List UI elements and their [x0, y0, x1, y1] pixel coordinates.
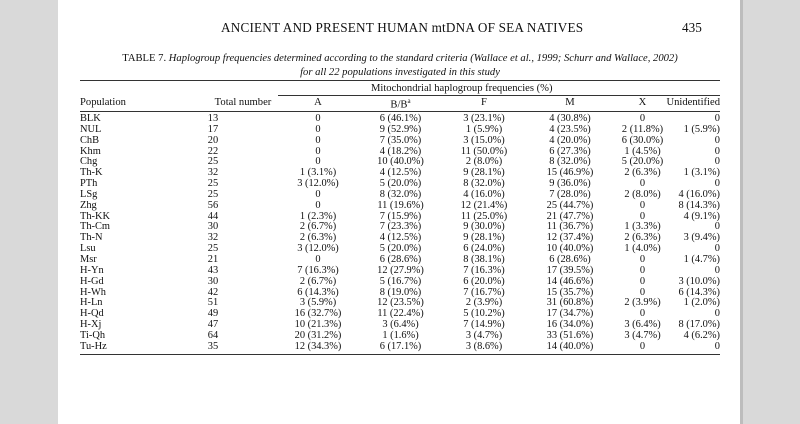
cell-bb: 5 (20.0%)	[379, 243, 422, 255]
caption-line-1	[80, 52, 720, 66]
col-header-population: Population	[80, 97, 126, 108]
cell-total: 17	[207, 123, 219, 135]
cell-total: 51	[207, 297, 219, 309]
cell-f: 4 (16.0%)	[463, 188, 505, 200]
cell-unidentified: 0	[714, 178, 720, 190]
cell-unidentified: 3 (9.4%)	[683, 232, 720, 244]
cell-total: 44	[207, 210, 219, 222]
cell-m: 4 (20.0%)	[549, 134, 591, 146]
cell-a: 0	[315, 123, 321, 135]
cell-bb: 7 (35.0%)	[379, 134, 422, 146]
cell-population: ChB	[80, 134, 100, 146]
cell-total: 56	[207, 199, 219, 211]
cell-a: 0	[315, 253, 321, 265]
cell-f: 2 (8.0%)	[465, 156, 503, 168]
cell-unidentified: 8 (14.3%)	[678, 199, 720, 211]
cell-m: 11 (36.7%)	[546, 221, 594, 233]
cell-population: Ti-Qh	[80, 329, 106, 341]
cell-x: 1 (4.0%)	[624, 243, 661, 255]
cell-population: H-Wh	[80, 286, 106, 298]
cell-a: 0	[315, 199, 321, 211]
cell-x: 2 (3.9%)	[624, 297, 661, 309]
cell-total: 42	[207, 286, 219, 298]
cell-x: 0	[639, 286, 646, 298]
cell-x: 0	[639, 275, 646, 287]
cell-m: 6 (27.3%)	[549, 145, 591, 157]
cell-unidentified: 0	[714, 134, 720, 146]
cell-x: 0	[639, 113, 646, 124]
cell-f: 7 (16.7%)	[463, 286, 505, 298]
cell-f: 3 (23.1%)	[463, 113, 505, 124]
cell-x: 1 (3.3%)	[624, 221, 661, 233]
cell-population: H-Yn	[80, 264, 104, 276]
cell-a: 20 (31.2%)	[294, 329, 342, 341]
cell-x: 0	[639, 308, 646, 320]
cell-x: 2 (11.8%)	[621, 123, 664, 135]
cell-x: 0	[639, 178, 646, 190]
cell-m: 9 (36.0%)	[549, 178, 591, 190]
col-header-bb-sup: a	[407, 97, 411, 105]
col-header-x: X	[638, 97, 647, 108]
cell-m: 16 (34.0%)	[546, 319, 594, 331]
table-row	[80, 136, 720, 147]
cell-a: 1 (2.3%)	[299, 210, 337, 222]
cell-bb: 4 (12.5%)	[379, 232, 422, 244]
cell-population: BLK	[80, 113, 101, 124]
cell-f: 12 (21.4%)	[460, 199, 508, 211]
cell-unidentified: 0	[714, 264, 720, 276]
cell-bb: 12 (23.5%)	[377, 297, 424, 309]
table-caption	[80, 52, 720, 79]
cell-population: Chg	[80, 156, 98, 168]
header-bottom-rule	[80, 111, 720, 112]
cell-m: 6 (28.6%)	[549, 253, 591, 265]
cell-m: 17 (39.5%)	[546, 264, 594, 276]
cell-x: 0	[639, 210, 646, 222]
cell-f: 8 (32.0%)	[463, 178, 505, 190]
cell-a: 2 (6.7%)	[299, 221, 337, 233]
cell-f: 7 (14.9%)	[463, 319, 505, 331]
cell-a: 0	[315, 113, 321, 124]
cell-f: 5 (10.2%)	[463, 308, 505, 320]
page-number: 435	[682, 20, 702, 35]
cell-a: 3 (5.9%)	[299, 297, 337, 309]
cell-a: 0	[315, 134, 321, 146]
cell-bb: 1 (1.6%)	[382, 329, 419, 341]
cell-bb: 4 (18.2%)	[379, 145, 422, 157]
cell-total: 32	[207, 232, 219, 244]
cell-f: 3 (4.7%)	[465, 329, 503, 341]
table-row	[80, 201, 720, 212]
cell-population: Msr	[80, 253, 97, 265]
cell-bb: 7 (15.9%)	[379, 210, 422, 222]
cell-total: 13	[207, 113, 219, 124]
cell-unidentified: 6 (14.3%)	[678, 286, 720, 298]
cell-a: 10 (21.3%)	[294, 319, 342, 331]
group-header-rule	[278, 95, 720, 96]
cell-bb: 11 (19.6%)	[377, 199, 424, 211]
cell-bb: 5 (16.7%)	[379, 275, 422, 287]
cell-total: 21	[207, 253, 219, 265]
caption-text-1: Haplogroup frequencies determined according to the standard criteria (Wallace et al., 1999; Schurr and Wallace, 2002)	[168, 53, 678, 64]
cell-bb: 11 (22.4%)	[377, 308, 424, 320]
cell-a: 2 (6.3%)	[299, 232, 337, 244]
cell-m: 31 (60.8%)	[546, 297, 594, 309]
cell-bb: 9 (52.9%)	[379, 123, 422, 135]
cell-f: 3 (15.0%)	[463, 134, 505, 146]
cell-population: H-Ln	[80, 297, 103, 309]
cell-total: 47	[207, 319, 219, 331]
cell-x: 0	[639, 253, 646, 265]
cell-bb: 4 (12.5%)	[379, 167, 422, 179]
cell-m: 10 (40.0%)	[546, 243, 594, 255]
cell-m: 4 (30.8%)	[549, 113, 591, 124]
cell-a: 0	[315, 156, 321, 168]
col-header-m: M	[565, 97, 575, 108]
table-top-rule	[80, 80, 720, 81]
cell-unidentified: 0	[714, 221, 720, 233]
cell-total: 30	[207, 275, 219, 287]
cell-population: Lsu	[80, 243, 96, 255]
table-body	[80, 114, 720, 353]
cell-unidentified: 4 (6.2%)	[683, 329, 720, 341]
cell-m: 12 (37.4%)	[546, 232, 594, 244]
cell-unidentified: 0	[714, 340, 720, 352]
cell-total: 25	[207, 243, 219, 255]
table-row	[80, 277, 720, 288]
cell-bb: 5 (20.0%)	[379, 178, 422, 190]
cell-unidentified: 3 (10.0%)	[678, 275, 720, 287]
cell-bb: 7 (23.3%)	[379, 221, 422, 233]
cell-population: Th-Cm	[80, 221, 111, 233]
cell-population: H-Xj	[80, 319, 102, 331]
cell-m: 33 (51.6%)	[546, 329, 594, 341]
cell-total: 30	[207, 221, 219, 233]
cell-a: 3 (12.0%)	[297, 243, 339, 255]
cell-f: 9 (28.1%)	[463, 167, 505, 179]
col-header-bb-text: B/B	[390, 99, 408, 111]
cell-population: Th-K	[80, 167, 103, 179]
cell-f: 11 (25.0%)	[460, 210, 508, 222]
table-label: TABLE 7.	[122, 53, 167, 64]
cell-bb: 6 (46.1%)	[379, 113, 422, 124]
cell-unidentified: 4 (16.0%)	[678, 188, 720, 200]
col-header-unidentified: Unidentified	[666, 97, 720, 108]
cell-population: Zhg	[80, 199, 97, 211]
cell-f: 6 (24.0%)	[463, 243, 505, 255]
cell-population: Khm	[80, 145, 101, 157]
cell-bb: 8 (32.0%)	[379, 188, 422, 200]
cell-total: 20	[207, 134, 219, 146]
caption-line-2: for all 22 populations investigated in this study	[300, 66, 500, 78]
cell-f: 9 (28.1%)	[463, 232, 505, 244]
cell-m: 14 (46.6%)	[546, 275, 594, 287]
cell-population: Th-KK	[80, 210, 111, 222]
cell-m: 21 (47.7%)	[546, 210, 594, 222]
cell-x: 2 (6.3%)	[624, 232, 661, 244]
cell-x: 5 (20.0%)	[621, 156, 664, 168]
cell-population: Th-N	[80, 232, 103, 244]
cell-total: 49	[207, 308, 219, 320]
cell-a: 2 (6.7%)	[299, 275, 337, 287]
cell-x: 6 (30.0%)	[621, 134, 664, 146]
cell-total: 25	[207, 178, 219, 190]
cell-a: 1 (3.1%)	[299, 167, 337, 179]
cell-population: PTh	[80, 178, 98, 190]
cell-m: 25 (44.7%)	[546, 199, 594, 211]
cell-a: 12 (34.3%)	[294, 340, 342, 352]
cell-m: 4 (23.5%)	[549, 123, 591, 135]
cell-total: 25	[207, 188, 219, 200]
cell-unidentified: 1 (4.7%)	[683, 253, 720, 265]
running-title: ANCIENT AND PRESENT HUMAN mtDNA OF SEA NATIVES	[221, 20, 584, 35]
cell-unidentified: 0	[714, 243, 720, 255]
cell-a: 0	[315, 188, 321, 200]
cell-f: 7 (16.3%)	[463, 264, 505, 276]
cell-bb: 6 (28.6%)	[379, 253, 422, 265]
group-header: Mitochondrial haplogroup frequencies (%)	[371, 83, 553, 94]
cell-unidentified: 1 (2.0%)	[683, 297, 720, 309]
cell-unidentified: 8 (17.0%)	[678, 319, 720, 331]
cell-x: 3 (6.4%)	[624, 319, 661, 331]
cell-a: 16 (32.7%)	[294, 308, 342, 320]
page-shadow	[740, 0, 743, 424]
cell-m: 17 (34.7%)	[546, 308, 594, 320]
cell-f: 3 (8.6%)	[465, 340, 503, 352]
running-header	[58, 20, 740, 38]
cell-f: 1 (5.9%)	[465, 123, 503, 135]
cell-f: 8 (38.1%)	[463, 253, 505, 265]
cell-bb: 6 (17.1%)	[379, 340, 422, 352]
haplogroup-table	[80, 114, 720, 353]
cell-bb: 3 (6.4%)	[382, 319, 419, 331]
cell-a: 3 (12.0%)	[297, 178, 339, 190]
cell-x: 0	[639, 340, 646, 352]
cell-m: 14 (40.0%)	[546, 340, 594, 352]
document-page	[58, 0, 740, 424]
cell-m: 7 (28.0%)	[549, 188, 591, 200]
table-bottom-rule	[80, 354, 720, 355]
cell-bb: 10 (40.0%)	[377, 156, 424, 168]
cell-unidentified: 1 (5.9%)	[683, 123, 720, 135]
cell-unidentified: 1 (3.1%)	[683, 167, 720, 179]
cell-m: 15 (46.9%)	[546, 167, 594, 179]
cell-total: 64	[207, 329, 219, 341]
cell-unidentified: 0	[714, 113, 720, 124]
cell-f: 2 (3.9%)	[465, 297, 503, 309]
cell-unidentified: 0	[714, 308, 720, 320]
cell-m: 15 (35.7%)	[546, 286, 594, 298]
cell-a: 6 (14.3%)	[297, 286, 339, 298]
cell-x: 2 (8.0%)	[624, 188, 661, 200]
cell-population: NUL	[80, 123, 102, 135]
cell-x: 1 (4.5%)	[624, 145, 661, 157]
col-header-total: Total number	[214, 97, 272, 108]
cell-x: 2 (6.3%)	[624, 167, 661, 179]
cell-total: 32	[207, 167, 219, 179]
cell-population: H-Qd	[80, 308, 104, 320]
cell-f: 11 (50.0%)	[460, 145, 508, 157]
cell-population: Tu-Hz	[80, 340, 107, 352]
cell-x: 0	[639, 199, 646, 211]
cell-total: 22	[207, 145, 219, 157]
cell-f: 9 (30.0%)	[463, 221, 505, 233]
col-header-a: A	[314, 97, 322, 108]
col-header-f: F	[481, 97, 487, 108]
cell-population: H-Gd	[80, 275, 104, 287]
cell-total: 35	[207, 340, 219, 352]
table-row	[80, 342, 720, 353]
cell-x: 3 (4.7%)	[624, 329, 661, 341]
col-header-bb	[358, 97, 443, 111]
cell-m: 8 (32.0%)	[549, 156, 591, 168]
cell-f: 6 (20.0%)	[463, 275, 505, 287]
cell-unidentified: 4 (9.1%)	[683, 210, 720, 222]
cell-x: 0	[639, 264, 646, 276]
cell-total: 25	[207, 156, 219, 168]
cell-a: 7 (16.3%)	[297, 264, 339, 276]
cell-population: LSg	[80, 188, 98, 200]
cell-a: 0	[315, 145, 321, 157]
cell-total: 43	[207, 264, 219, 276]
cell-unidentified: 0	[714, 156, 720, 168]
cell-unidentified: 0	[714, 145, 720, 157]
cell-bb: 8 (19.0%)	[379, 286, 422, 298]
cell-bb: 12 (27.9%)	[377, 264, 424, 276]
